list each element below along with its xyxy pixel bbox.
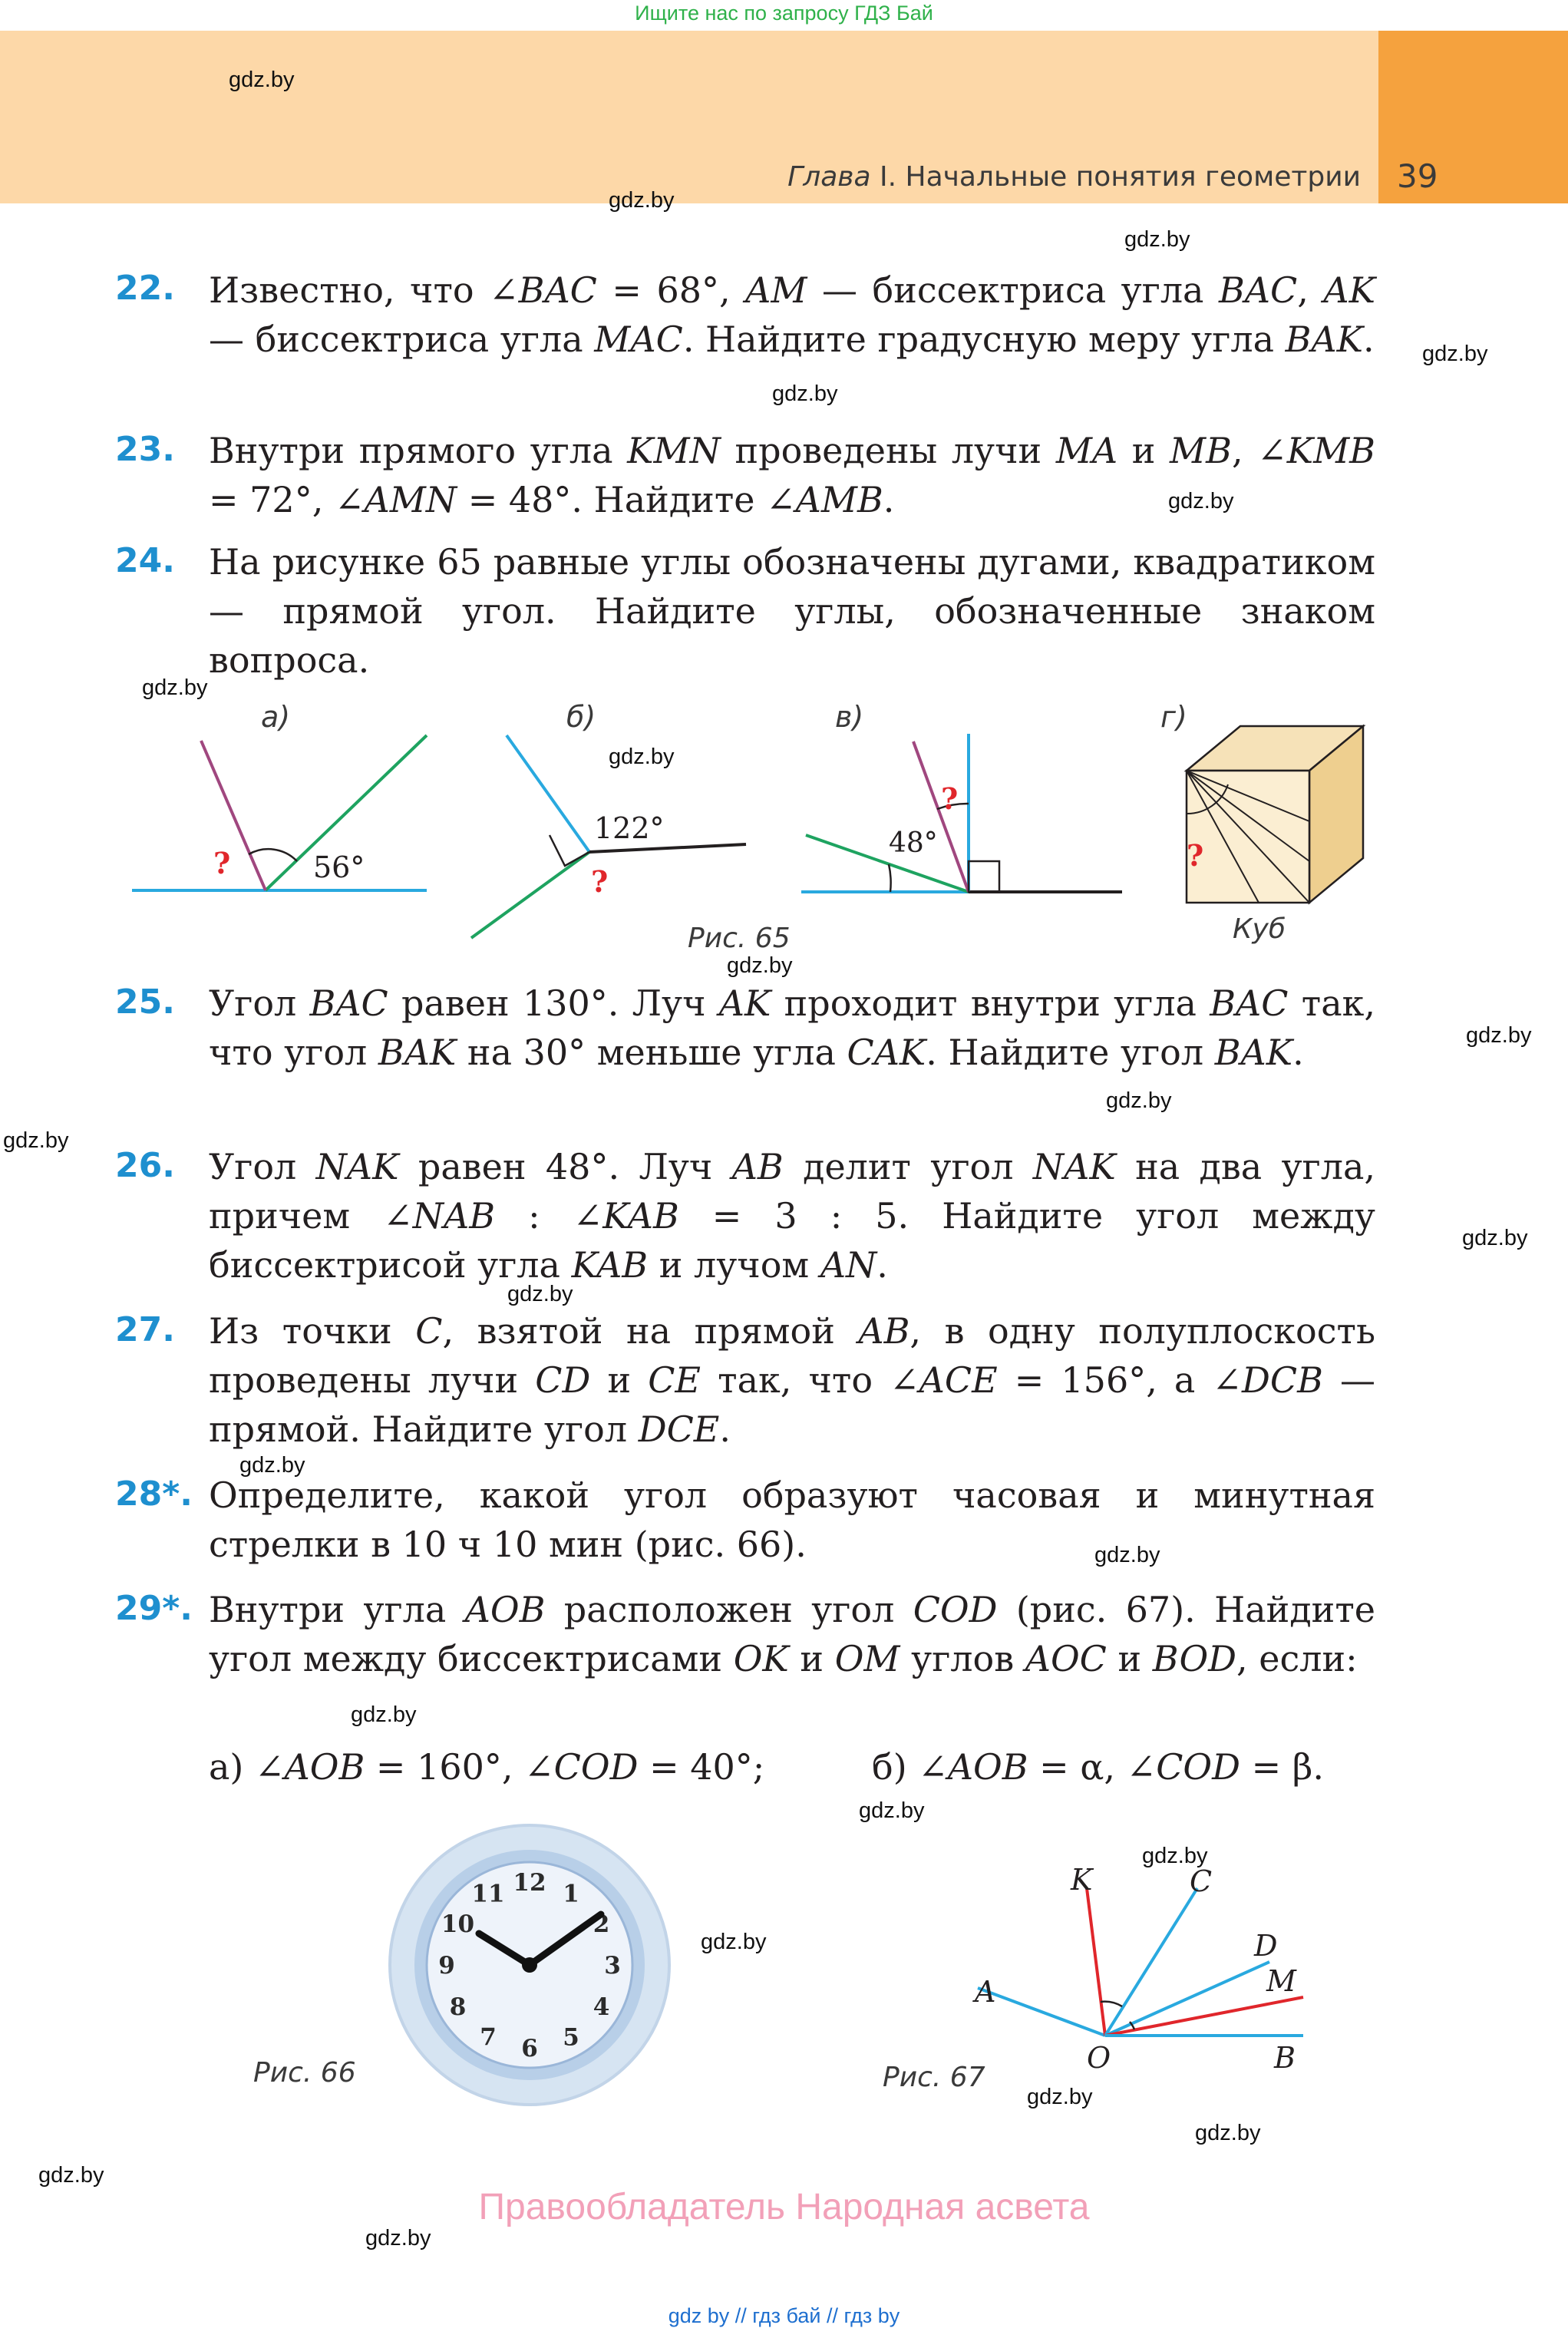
copyright-owner: Правообладатель Народная асвета <box>478 2187 1090 2227</box>
watermark: gdz.by <box>3 1128 69 1153</box>
problem-24-number: 24. <box>115 541 175 580</box>
watermark: gdz.by <box>859 1798 925 1823</box>
watermark: gdz.by <box>772 381 838 406</box>
ray-OK <box>1087 1888 1105 2036</box>
label-B: B <box>1274 2041 1296 2075</box>
figure-65 <box>0 0 1568 998</box>
watermark: gdz.by <box>1466 1023 1532 1048</box>
fig65-label-v: в) <box>835 700 864 734</box>
problem-26-number: 26. <box>115 1146 175 1185</box>
watermark: gdz.by <box>1106 1088 1172 1113</box>
clock-number: 6 <box>521 2035 538 2062</box>
watermark: gdz.by <box>701 1930 767 1954</box>
problem-24-text: На рисунке 65 равные углы обозначены дугами, квадратиком — прямой угол. Найдите углы, обозначенные знаком вопроса. <box>209 541 1375 681</box>
watermark: gdz.by <box>1027 2085 1093 2109</box>
watermark: gdz.by <box>239 1453 305 1478</box>
footer-links[interactable]: gdz by // гдз бай // гдз by <box>668 2304 900 2327</box>
clock-number: 10 <box>441 1910 475 1938</box>
label-O: O <box>1087 2041 1111 2075</box>
fig65b-angle-122: 122° <box>594 811 665 845</box>
watermark: gdz.by <box>1462 1226 1528 1250</box>
clock-number: 12 <box>513 1869 546 1897</box>
problem-28-text: Определите, какой угол образуют часовая и минутная стрелки в 10 ч 10 мин (рис. 66). <box>209 1474 1375 1565</box>
watermark: gdz.by <box>1195 2121 1261 2145</box>
figure-67 <box>952 1858 1351 2088</box>
clock-center <box>522 1957 537 1973</box>
watermark: gdz.by <box>507 1282 573 1306</box>
clock-number: 7 <box>480 2023 497 2052</box>
label-D: D <box>1254 1929 1278 1963</box>
watermark: gdz.by <box>142 675 208 700</box>
fig65a-arc <box>249 849 297 861</box>
clock-number: 2 <box>593 1910 610 1938</box>
fig65b-black-ray <box>589 844 746 852</box>
problem-22-number: 22. <box>115 269 175 308</box>
problem-27-number: 27. <box>115 1310 175 1349</box>
clock-number: 11 <box>471 1880 505 1908</box>
fig65g-question: ? <box>1187 838 1204 873</box>
fig66-caption: Рис. 66 <box>253 2057 356 2089</box>
fig65b-question: ? <box>591 864 609 899</box>
problem-25-text: Угол BAC равен 130°. Луч AK проходит внутри угла BAC так, что угол BAK на 30° меньше угла CAK. Найдите угол BAK. <box>209 982 1375 1073</box>
clock-number: 3 <box>604 1952 621 1980</box>
watermark: gdz.by <box>609 745 675 769</box>
problem-22-text: Известно, что ∠BAC = 68°, AM — биссектриса угла BAC, AK — биссектриса угла MAC. Найдите градусную меру угла BAK. <box>209 269 1375 360</box>
watermark: gdz.by <box>365 2226 431 2250</box>
fig65-label-g: г) <box>1160 700 1187 734</box>
problem-28-number: 28*. <box>115 1474 193 1514</box>
problem-29-text: Внутри угла AOB расположен угол COD (рис. 67). Найдите угол между биссектрисами OK и OM углов AOC и BOD, если: <box>209 1589 1375 1679</box>
figure-66-clock <box>384 1819 675 2111</box>
fig65-caption: Рис. 65 <box>688 923 791 954</box>
fig65a-question: ? <box>213 846 231 880</box>
page-number: 39 <box>1397 157 1438 195</box>
ray-OM <box>1105 1997 1303 2036</box>
fig65v-arc1 <box>889 864 891 892</box>
clock-number: 4 <box>593 1993 610 2021</box>
fig65b-cyan-ray <box>507 735 589 852</box>
watermark: gdz.by <box>1142 1844 1208 1868</box>
problem-29-part-a: а) ∠AOB = 160°, ∠COD = 40°; <box>209 1746 765 1788</box>
top-search-banner[interactable]: Ищите нас по запросу ГДЗ Бай <box>635 2 933 25</box>
fig65v-angle-48: 48° <box>889 827 938 859</box>
clock-number: 1 <box>563 1880 579 1908</box>
chapter-prefix: Глава <box>787 161 871 193</box>
watermark: gdz.by <box>351 1702 417 1727</box>
problem-27-text: Из точки C, взятой на прямой AB, в одну полуплоскость проведены лучи CD и CE так, что ∠ACE = 156°, а ∠DCB — прямой. Найдите угол DCE. <box>209 1310 1376 1450</box>
fig65b-right-angle <box>550 835 589 866</box>
clock-number: 8 <box>449 1993 467 2021</box>
chapter-rest: I. Начальные понятия геометрии <box>870 161 1361 193</box>
watermark: gdz.by <box>38 2163 104 2188</box>
fig65v-question: ? <box>941 781 959 816</box>
ray-OA <box>978 1988 1105 2036</box>
watermark: gdz.by <box>1422 342 1488 366</box>
watermark: gdz.by <box>1168 489 1234 514</box>
fig65v-purple-ray <box>913 741 969 892</box>
clock-number: 9 <box>438 1952 455 1980</box>
watermark: gdz.by <box>727 953 793 978</box>
fig65a-angle-56: 56° <box>313 850 365 884</box>
fig65-label-a: а) <box>261 700 291 734</box>
label-K: K <box>1071 1863 1093 1897</box>
fig65v-right-angle <box>969 861 999 892</box>
label-M: M <box>1266 1964 1296 1998</box>
angle-arc-COD <box>1101 2002 1122 2006</box>
problem-26-text: Угол NAK равен 48°. Луч AB делит угол NAK на два угла, причем ∠NAB : ∠KAB = 3 : 5. Найдите угол между биссектрисой угла KAB и лучом AN. <box>209 1146 1375 1286</box>
problem-29-part-b: б) ∠AOB = α, ∠COD = β. <box>872 1746 1325 1788</box>
watermark: gdz.by <box>609 188 675 213</box>
watermark: gdz.by <box>229 68 295 92</box>
fig67-caption: Рис. 67 <box>883 2062 985 2093</box>
fig65b-green-ray <box>471 852 589 938</box>
fig65-label-b: б) <box>566 700 596 734</box>
label-A: A <box>975 1975 996 2009</box>
fig65-cube-caption: Куб <box>1233 913 1286 945</box>
fig65v-green-ray <box>806 835 969 892</box>
problem-25-number: 25. <box>115 982 175 1022</box>
fig65a-purple-ray <box>201 741 266 890</box>
clock-number: 5 <box>563 2023 579 2052</box>
problem-23-text: Внутри прямого угла KMN проведены лучи MA и MB, ∠KMB = 72°, ∠AMN = 48°. Найдите ∠AMB. <box>209 430 1375 520</box>
watermark: gdz.by <box>1094 1543 1160 1567</box>
watermark: gdz.by <box>1124 227 1190 252</box>
problem-29-number: 29*. <box>115 1589 193 1628</box>
problem-23-number: 23. <box>115 430 175 469</box>
label-C: C <box>1190 1864 1213 1898</box>
